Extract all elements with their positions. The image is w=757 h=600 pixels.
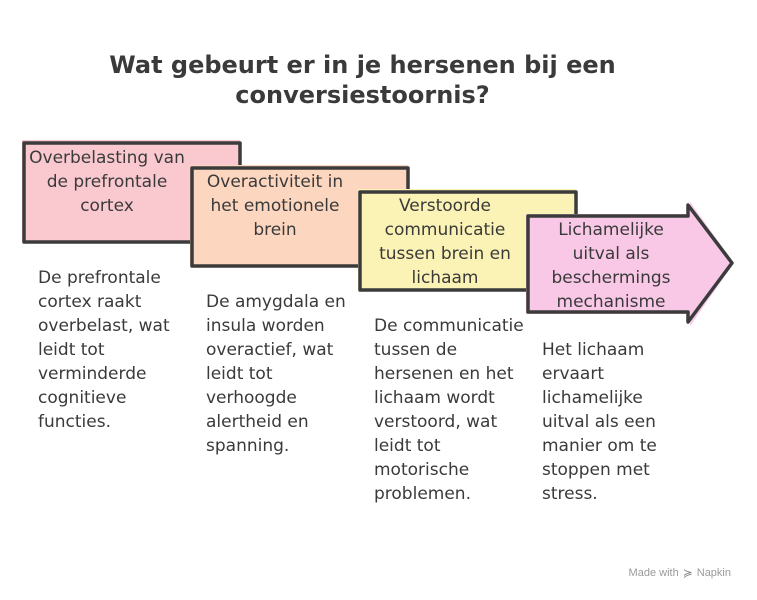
napkin-logo-icon: ≽ (682, 566, 693, 580)
step-4-description: Het lichaam ervaart lichamelijke uitval als een manier om te stoppen met stress. (542, 340, 657, 504)
napkin-brand-label: Napkin (696, 567, 731, 579)
step-1-description: De prefrontale cortex raakt overbelast, wat leidt tot verminderde cognitieve functies. (38, 268, 170, 432)
step-2-label: Overactiviteit in het emotionele brein (206, 172, 344, 240)
step-4-label: Lichamelijke uitval als beschermings mechanisme (551, 220, 671, 312)
made-with-label: Made with (628, 567, 679, 579)
step-1-label: Overbelasting van de prefrontale cortex (29, 148, 185, 216)
step-3-description: De communicatie tussen de hersenen en het lichaam wordt verstoord, wat leidt tot motorische problemen. (374, 316, 524, 504)
step-3-label: Verstoorde communicatie tussen brein en lichaam (379, 196, 511, 288)
made-with-napkin-footer[interactable] (629, 566, 731, 580)
diagram-title: Wat gebeurt er in je hersenen bij een conversiestoornis? (109, 51, 616, 109)
step-2-description: De amygdala en insula worden overactief, wat leidt tot verhoogde alertheid en spanning. (206, 292, 346, 456)
